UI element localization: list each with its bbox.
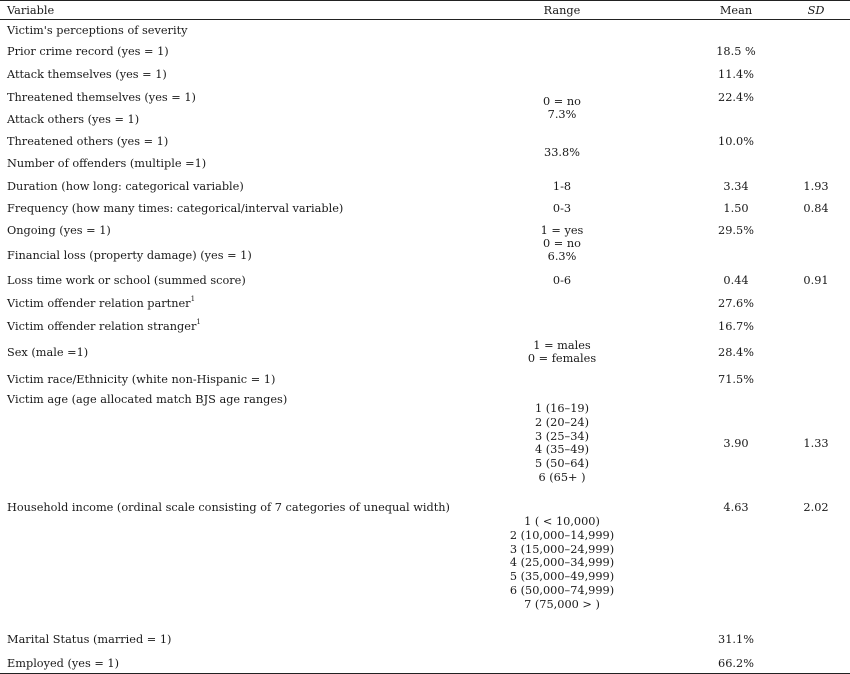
row-mean-relation-partner: 27.6% xyxy=(718,297,754,310)
table-top-rule xyxy=(0,0,850,1)
header-variable: Variable xyxy=(7,4,55,17)
row-label-financial-loss: Financial loss (property damage) (yes = 1) xyxy=(7,249,252,262)
row-range-ongoing-no: 0 = no xyxy=(543,237,581,250)
row-mean-attack-themselves: 11.4% xyxy=(718,68,754,81)
header-mean: Mean xyxy=(719,4,753,17)
row-range-sex-females: 0 = females xyxy=(527,352,597,365)
row-label-marital: Marital Status (married = 1) xyxy=(7,633,172,646)
row-range-ongoing-yes: 1 = yes xyxy=(540,224,584,237)
row-range-threatened-themselves: 0 = no xyxy=(543,95,581,108)
row-mean-sex: 28.4% xyxy=(718,346,754,359)
footnote-marker: 1 xyxy=(196,318,201,327)
row-label-sex: Sex (male =1) xyxy=(7,346,89,359)
header-sd: SD xyxy=(807,4,825,17)
row-label-relation-stranger: Victim offender relation stranger$^1$ xyxy=(7,318,201,333)
row-label-loss-time: Loss time work or school (summed score) xyxy=(7,274,246,287)
row-mean-age: 3.90 xyxy=(723,437,749,450)
footnote-marker: 1 xyxy=(190,295,196,304)
row-label-threatened-others: Threatened others (yes = 1) xyxy=(7,135,169,148)
row-sd-frequency: 0.84 xyxy=(803,202,829,215)
row-range-duration: 1-8 xyxy=(552,180,572,193)
row-label-duration: Duration (how long: categorical variable) xyxy=(7,180,244,193)
row-label-age: Victim age (age allocated match BJS age ranges) xyxy=(7,393,288,406)
header-range: Range xyxy=(543,4,581,17)
row-label-prior-crime: Prior crime record (yes = 1) xyxy=(7,45,169,58)
row-range-number-of-offenders: 33.8% xyxy=(544,146,580,159)
row-mean-relation-stranger: 16.7% xyxy=(718,320,754,333)
row-range-loss-time: 0-6 xyxy=(552,274,572,287)
row-label-attack-themselves: Attack themselves (yes = 1) xyxy=(7,68,167,81)
row-label-income: Household income (ordinal scale consisting of 7 categories of unequal width) xyxy=(7,501,450,514)
row-label-ongoing: Ongoing (yes = 1) xyxy=(7,224,111,237)
row-label-threatened-themselves: Threatened themselves (yes = 1) xyxy=(7,91,196,104)
row-range-financial-loss: 6.3% xyxy=(547,250,577,263)
row-sd-duration: 1.93 xyxy=(803,180,829,193)
row-mean-loss-time: 0.44 xyxy=(723,274,749,287)
section-heading: Victim's perceptions of severity xyxy=(7,24,188,37)
row-mean-threatened-others: 10.0% xyxy=(718,135,754,148)
row-range-sex-males: 1 = males xyxy=(533,339,591,352)
row-mean-threatened-themselves: 22.4% xyxy=(718,91,754,104)
row-label-race: Victim race/Ethnicity (white non-Hispanic = 1) xyxy=(7,373,276,386)
row-label-relation-partner: Victim offender relation partner$^1$ xyxy=(7,295,196,310)
row-mean-income: 4.63 xyxy=(723,501,749,514)
row-sd-income: 2.02 xyxy=(803,501,829,514)
row-range-frequency: 0-3 xyxy=(552,202,572,215)
row-mean-ongoing: 29.5% xyxy=(718,224,754,237)
row-sd-loss-time: 0.91 xyxy=(803,274,829,287)
row-mean-prior-crime: 18.5 % xyxy=(716,45,756,58)
header-rule xyxy=(0,19,850,20)
row-mean-race: 71.5% xyxy=(718,373,754,386)
row-mean-employed: 66.2% xyxy=(718,657,754,670)
row-range-attack-others: 7.3% xyxy=(547,108,577,121)
row-mean-duration: 3.34 xyxy=(723,180,749,193)
row-label-number-of-offenders: Number of offenders (multiple =1) xyxy=(7,157,207,170)
row-range-income: 1 ( < 10,000) 2 (10,000–14,999) 3 (15,000–24,999) 4 (25,000–34,999) 5 (35,000–49,999) 6 (50,000–74,999) 7 (75,000 > ) xyxy=(509,515,615,611)
row-label-employed: Employed (yes = 1) xyxy=(7,657,120,670)
row-mean-frequency: 1.50 xyxy=(723,202,749,215)
row-label-frequency: Frequency (how many times: categorical/interval variable) xyxy=(7,202,344,215)
row-mean-marital: 31.1% xyxy=(718,633,754,646)
row-label-attack-others: Attack others (yes = 1) xyxy=(7,113,140,126)
row-range-age: 1 (16–19) 2 (20–24) 3 (25–34) 4 (35–49) 5 (50–64) 6 (65+ ) xyxy=(535,402,589,484)
row-sd-age: 1.33 xyxy=(803,437,829,450)
